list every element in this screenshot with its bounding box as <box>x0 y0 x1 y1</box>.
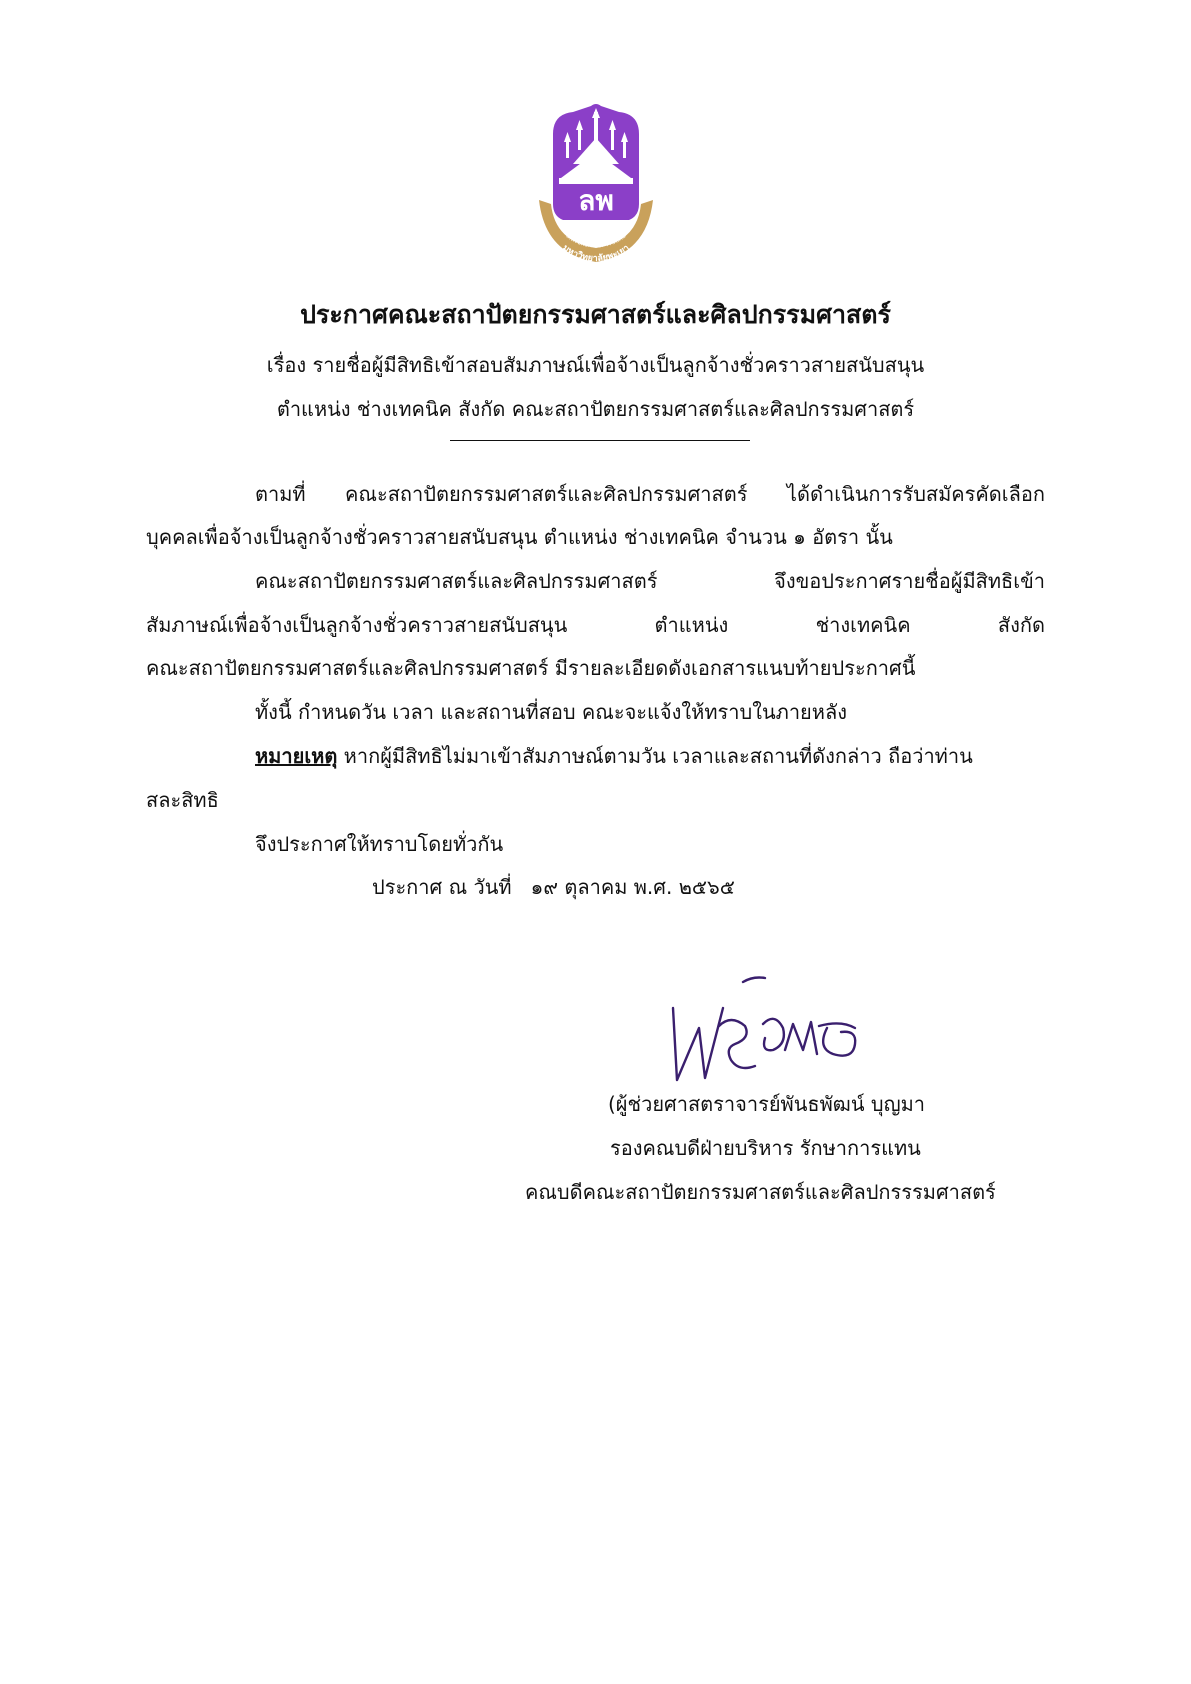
signatory-position-1: รองคณบดีฝ่ายบริหาร รักษาการแทน <box>610 1136 921 1160</box>
svg-text:UNIVERSITY OF PHAYAO: UNIVERSITY OF PHAYAO <box>564 233 628 250</box>
announce-date: ประกาศ ณ วันที่ ๑๙ ตุลาคม พ.ศ. ๒๕๖๕ <box>372 875 735 899</box>
signatory-name: (ผู้ช่วยศาสตราจารย์พันธพัฒน์ บุญมา <box>608 1092 926 1116</box>
paragraph-2-line-3: คณะสถาปัตยกรรมศาสตร์และศิลปกรรมศาสตร์ มีรายละเอียดดังเอกสารแนบท้ายประกาศนี้ <box>146 656 916 680</box>
signatory-position-2: คณบดีคณะสถาปัตยกรรมศาสตร์และศิลปกรรรมศาสตร์ <box>525 1180 996 1204</box>
subject-line-1: เรื่อง รายชื่อผู้มีสิทธิเข้าสอบสัมภาษณ์เพื่อจ้างเป็นลูกจ้างชั่วคราวสายสนับสนุน <box>266 353 925 377</box>
closing-line: จึงประกาศให้ทราบโดยทั่วกัน <box>255 832 504 856</box>
subject-line-2: ตำแหน่ง ช่างเทคนิค สังกัด คณะสถาปัตยกรรมศาสตร์และศิลปกรรมศาสตร์ <box>276 397 915 421</box>
note-line-2: สละสิทธิ <box>146 788 219 812</box>
paragraph-3: ทั้งนี้ กำหนดวัน เวลา และสถานที่สอบ คณะจะแจ้งให้ทราบในภายหลัง <box>255 700 847 724</box>
note-label: หมายเหตุ <box>255 744 338 768</box>
header-divider <box>450 440 750 441</box>
svg-text:ลพ: ลพ <box>578 184 614 217</box>
paragraph-1-line-2: บุคคลเพื่อจ้างเป็นลูกจ้างชั่วคราวสายสนับสนุน ตำแหน่ง ช่างเทคนิค จำนวน ๑ อัตรา นั้น <box>146 525 893 549</box>
paragraph-2-line-2: สัมภาษณ์เพื่อจ้างเป็นลูกจ้างชั่วคราวสายสนับสนุน ตำแหน่ง ช่างเทคนิค สังกัด <box>146 613 1045 637</box>
paragraph-1-line-1: ตามที่ คณะสถาปัตยกรรมศาสตร์และศิลปกรรมศาสตร์ ได้ดำเนินการรับสมัครคัดเลือก <box>255 482 1045 506</box>
announcement-title: ประกาศคณะสถาปัตยกรรมศาสตร์และศิลปกรรมศาสตร์ <box>300 300 891 329</box>
handwritten-signature <box>665 968 875 1088</box>
note-text: หากผู้มีสิทธิไม่มาเข้าสัมภาษณ์ตามวัน เวลาและสถานที่ดังกล่าว ถือว่าท่าน <box>337 744 973 768</box>
university-logo <box>533 104 659 274</box>
note-line-1 <box>255 741 1045 771</box>
paragraph-2-line-1: คณะสถาปัตยกรรมศาสตร์และศิลปกรรมศาสตร์ จึงขอประกาศรายชื่อผู้มีสิทธิเข้า <box>255 569 1045 593</box>
svg-text:มหาวิทยาลัยพะเยา: มหาวิทยาลัยพะเยา <box>560 243 632 265</box>
